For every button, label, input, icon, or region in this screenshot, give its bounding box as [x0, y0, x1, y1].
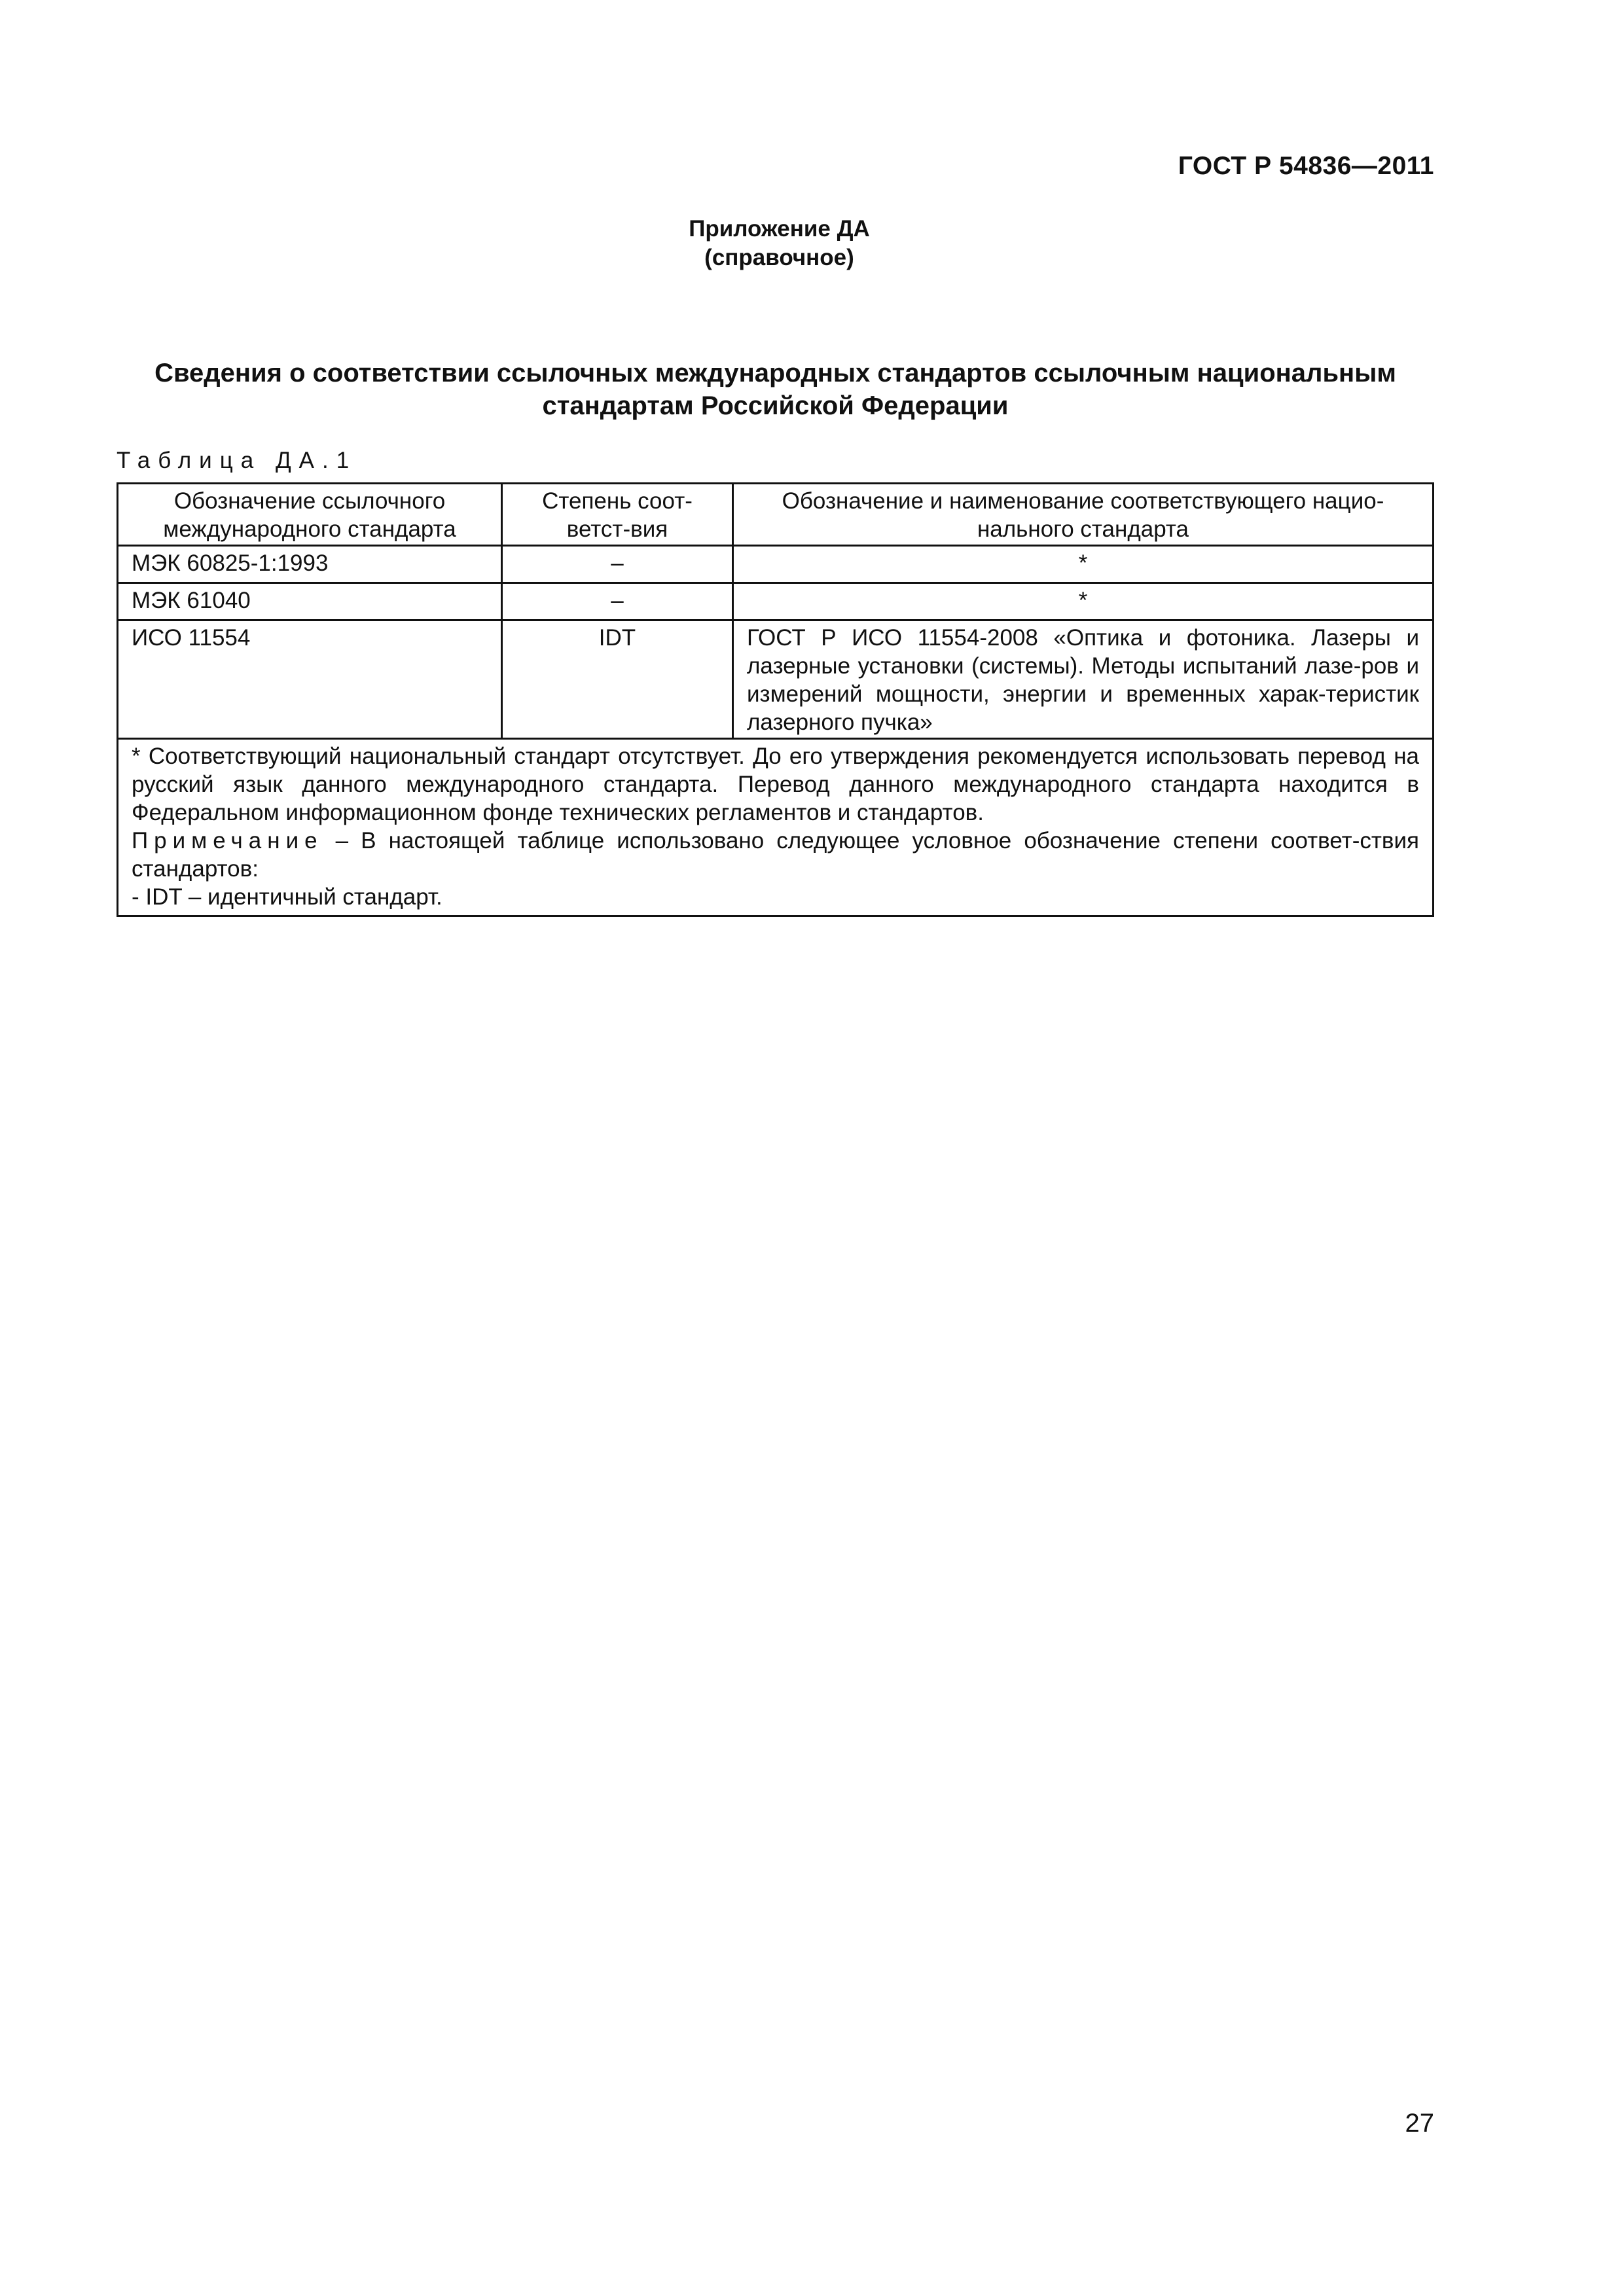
note-text: – В настоящей таблице использовано следующее условное обозначение степени соответ-ствия стандартов:	[132, 828, 1419, 882]
table-container	[117, 482, 1434, 917]
table-header-row	[118, 484, 1434, 546]
page-number: 27	[1405, 2109, 1434, 2138]
cell-national-standard: *	[733, 583, 1434, 620]
note-label: Примечание	[132, 828, 323, 853]
annex-title: Приложение ДА	[689, 216, 870, 242]
cell-degree: –	[502, 583, 733, 620]
cell-degree: –	[502, 546, 733, 583]
note-item: - IDT – идентичный стандарт.	[132, 884, 442, 910]
table-footnote-cell	[118, 739, 1434, 916]
table-row	[118, 620, 1434, 739]
table-row	[118, 546, 1434, 583]
note-paragraph	[132, 827, 1419, 883]
footnote-text: * Соответствующий национальный стандарт отсутствует. До его утверждения рекомендуется использовать перевод на русский язык данного международного стандарта. Перевод данного международного стандарта находится в Федеральном информационном фонде технических регламентов и стандартов.	[132, 744, 1419, 825]
cell-international-standard: ИСО 11554	[118, 620, 502, 739]
cell-national-standard: *	[733, 546, 1434, 583]
annex-kind: (справочное)	[704, 245, 854, 270]
header-national-standard: Обозначение и наименование соответствующего нацио-нального стандарта	[733, 484, 1434, 546]
table-row	[118, 583, 1434, 620]
section-heading: Сведения о соответствии ссылочных международных стандартов ссылочным национальным стандартам Российской Федерации	[154, 359, 1396, 420]
header-international-standard: Обозначение ссылочного международного стандарта	[118, 484, 502, 546]
table-footnote-row	[118, 739, 1434, 916]
cell-degree: IDT	[502, 620, 733, 739]
cell-international-standard: МЭК 61040	[118, 583, 502, 620]
table-caption: Таблица ДА.1	[117, 448, 357, 473]
cell-international-standard: МЭК 60825-1:1993	[118, 546, 502, 583]
standards-correspondence-table	[117, 482, 1434, 917]
document-code: ГОСТ Р 54836—2011	[1178, 152, 1434, 180]
cell-national-standard: ГОСТ Р ИСО 11554-2008 «Оптика и фотоника. Лазеры и лазерные установки (системы). Методы испытаний лазе-ров и измерений мощности, энергии и временных харак-теристик лазерного пучка»	[733, 620, 1434, 739]
header-degree-of-correspondence: Степень соот-ветст-вия	[502, 484, 733, 546]
